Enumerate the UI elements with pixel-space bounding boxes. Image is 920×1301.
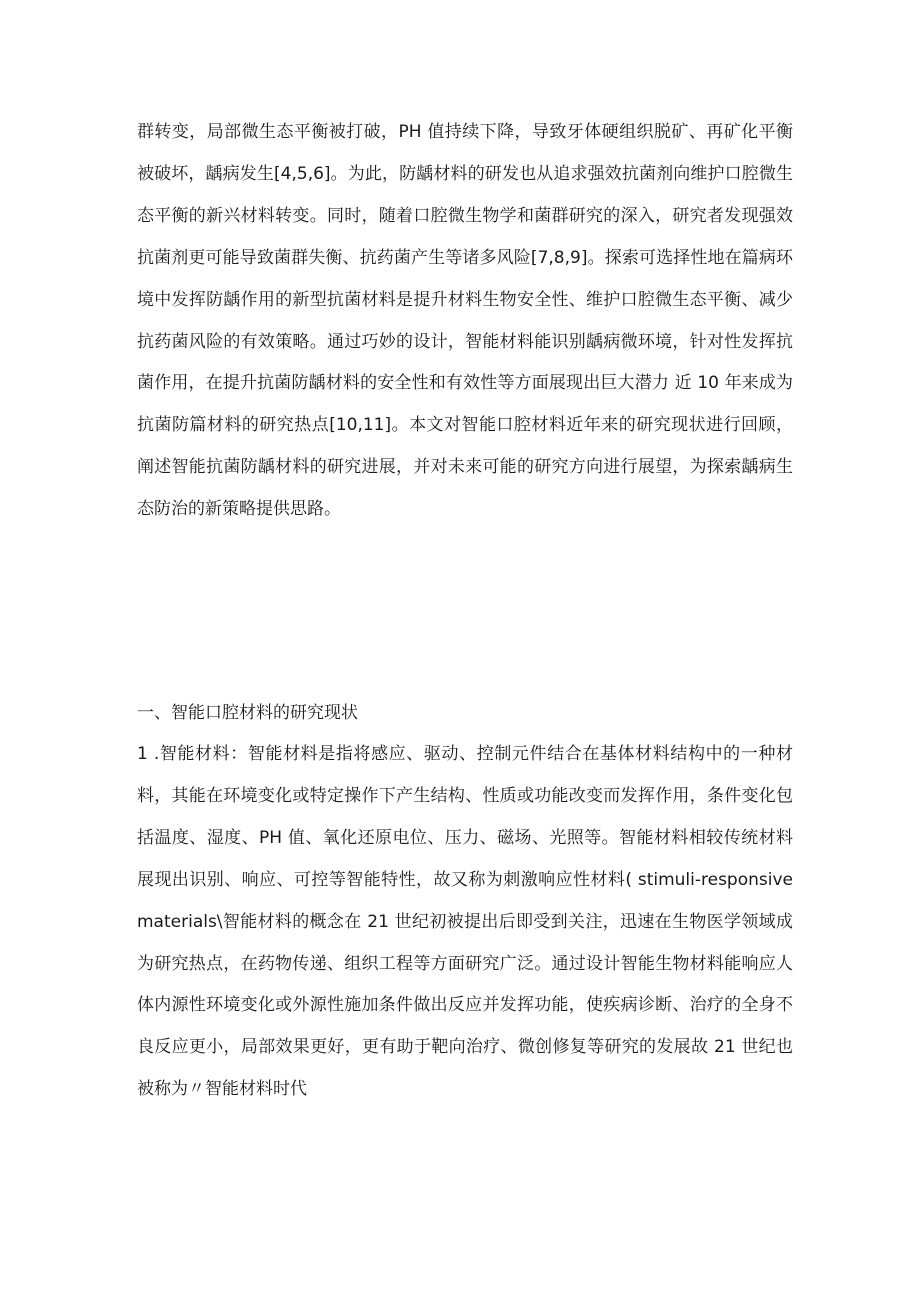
section-heading [137, 693, 793, 735]
paragraph-text: 1 .智能材料：智能材料是指将感应、驱动、控制元件结合在基体材料结构中的一种材料，其能在环境变化或特定操作下产生结构、性质或功能改变而发挥作用，条件变化包括温度、湿度、PH 值、氧化还原电位、压力、磁场、光照等。智能材料相较传统材料展现出识别、响应、可控等智能特性，故又称为刺激响应性材料( stimuli-responsivematerials\智能材料的概念在 21 世纪初被提出后即受到关注，迅速在生物医学领域成为研究热点，在药物传递、组织工程等方面研究广泛。通过设计智能生物材料能响应人体内源性环境变化或外源性施加条件做出反应并发挥功能，使疾病诊断、治疗的全身不良反应更小，局部效果更好，更有助于靶向治疗、微创修复等研究的发展故 21 世纪也被称为〃智能材料时代 [137, 744, 793, 1100]
body-paragraph-intro [137, 112, 793, 531]
body-paragraph-smart-materials [137, 734, 793, 1111]
paragraph-text: 群转变，局部微生态平衡被打破，PH 值持续下降，导致牙体硬组织脱矿、再矿化平衡被破坏，龋病发生[4,5,6]。为此，防龋材料的研发也从追求强效抗菌剂向维护口腔微生态平衡的新兴材料转变。同时，随着口腔微生物学和菌群研究的深入，研究者发现强效抗菌剂更可能导致菌群失衡、抗药菌产生等诸多风险[7,8,9]。探索可选择性地在篇病环境中发挥防龋作用的新型抗菌材料是提升材料生物安全性、维护口腔微生态平衡、减少抗药菌风险的有效策略。通过巧妙的设计，智能材料能识别龋病微环境，针对性发挥抗菌作用，在提升抗菌防龋材料的安全性和有效性等方面展现出巨大潜力 近 10 年来成为抗菌防篇材料的研究热点[10,11]。本文对智能口腔材料近年来的研究现状进行回顾，阐述智能抗菌防龋材料的研究进展，并对未来可能的研究方向进行展望，为探索龋病生态防治的新策略提供思路。 [137, 122, 793, 520]
section-heading-text: 一、智能口腔材料的研究现状 [137, 703, 358, 723]
